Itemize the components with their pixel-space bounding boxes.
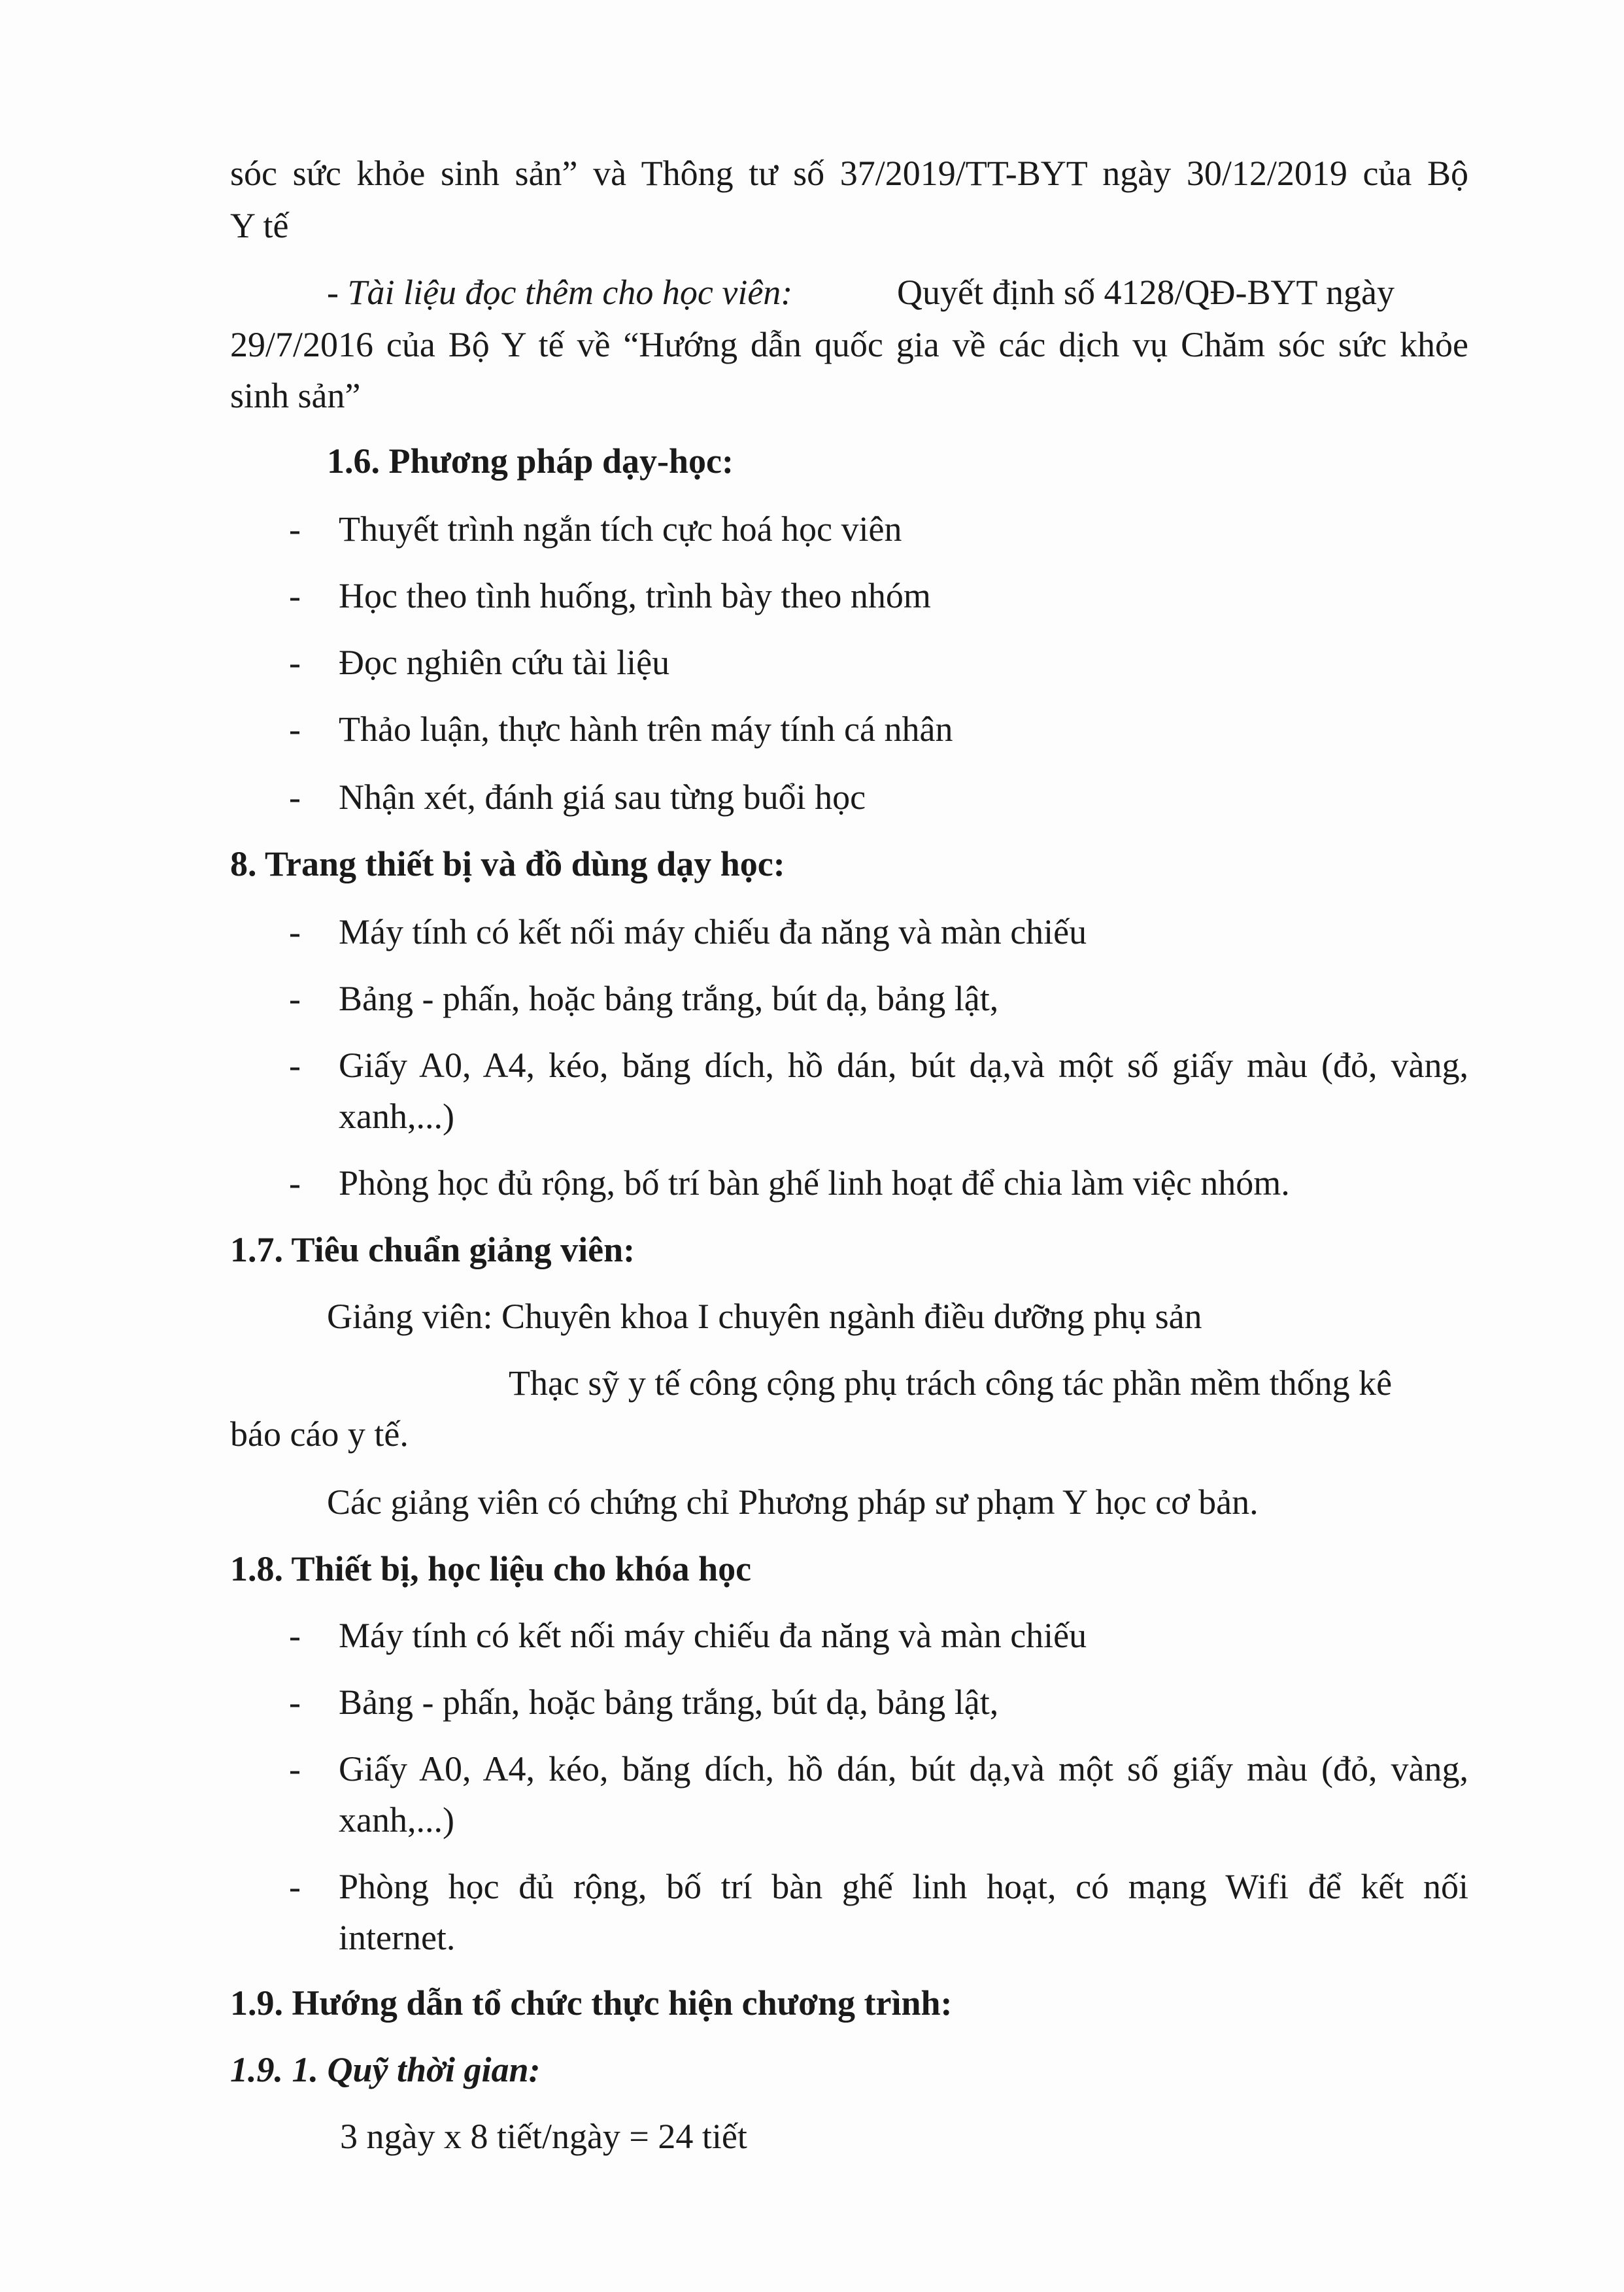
materials-item-continued: internet.: [339, 1918, 456, 1957]
lecturer-line-1: Giảng viên: Chuyên khoa I chuyên ngành điều dưỡng phụ sản: [327, 1297, 1202, 1336]
bullet-dash: -: [289, 979, 301, 1018]
bullet-dash: -: [289, 1867, 301, 1906]
methods-item: Nhận xét, đánh giá sau từng buổi học: [339, 778, 866, 817]
bullet-dash: -: [289, 710, 301, 749]
methods-item: Học theo tình huống, trình bày theo nhóm: [339, 576, 931, 615]
time-subheading: 1.9. 1. Quỹ thời gian:: [230, 2050, 541, 2089]
lecturer-line-4: Các giảng viên có chứng chỉ Phương pháp sư phạm Y học cơ bản.: [327, 1482, 1259, 1522]
materials-item: Giấy A0, A4, kéo, băng dích, hồ dán, bút dạ,và một số giấy màu (đỏ, vàng,: [339, 1749, 1468, 1788]
bullet-dash: -: [289, 576, 301, 615]
bullet-dash: -: [289, 509, 301, 549]
methods-heading: 1.6. Phương pháp dạy-học:: [327, 441, 734, 481]
materials-item-continued: xanh,...): [339, 1800, 454, 1839]
materials-item: Máy tính có kết nối máy chiếu đa năng và màn chiếu: [339, 1616, 1087, 1655]
bullet-dash: -: [289, 912, 301, 951]
reading-text-1: Quyết định số 4128/QĐ-BYT ngày: [897, 273, 1395, 312]
equipment-item: Máy tính có kết nối máy chiếu đa năng và màn chiếu: [339, 912, 1087, 951]
bullet-dash: -: [289, 1683, 301, 1722]
bullet-dash: -: [289, 1749, 301, 1788]
equipment-heading: 8. Trang thiết bị và đồ dùng dạy học:: [230, 844, 785, 883]
reading-label: - Tài liệu đọc thêm cho học viên:: [327, 273, 793, 312]
materials-item: Phòng học đủ rộng, bố trí bàn ghế linh hoạt, có mạng Wifi để kết nối: [339, 1867, 1468, 1906]
methods-item: Đọc nghiên cứu tài liệu: [339, 643, 670, 682]
lecturer-heading: 1.7. Tiêu chuẩn giảng viên:: [230, 1230, 635, 1269]
reading-line-3: sinh sản”: [230, 376, 361, 415]
materials-heading: 1.8. Thiết bị, học liệu cho khóa học: [230, 1549, 752, 1588]
reading-line-2: 29/7/2016 của Bộ Y tế về “Hướng dẫn quốc gia về các dịch vụ Chăm sóc sức khỏe: [230, 325, 1468, 364]
bullet-dash: -: [289, 1163, 301, 1203]
bullet-dash: -: [289, 778, 301, 817]
equipment-item: Phòng học đủ rộng, bố trí bàn ghế linh hoạt để chia làm việc nhóm.: [339, 1163, 1290, 1203]
bullet-dash: -: [289, 643, 301, 682]
equipment-item-continued: xanh,...): [339, 1097, 454, 1136]
methods-item: Thuyết trình ngắn tích cực hoá học viên: [339, 509, 902, 549]
organization-heading: 1.9. Hướng dẫn tổ chức thực hiện chương trình:: [230, 1983, 953, 2023]
intro-line-1: sóc sức khỏe sinh sản” và Thông tư số 37/2019/TT-BYT ngày 30/12/2019 của Bộ: [230, 154, 1468, 193]
methods-item: Thảo luận, thực hành trên máy tính cá nhân: [339, 710, 953, 749]
bullet-dash: -: [289, 1616, 301, 1655]
lecturer-line-2: Thạc sỹ y tế công cộng phụ trách công tác phần mềm thống kê: [509, 1363, 1393, 1403]
equipment-item: Bảng - phấn, hoặc bảng trắng, bút dạ, bảng lật,: [339, 979, 999, 1018]
equipment-item: Giấy A0, A4, kéo, băng dích, hồ dán, bút dạ,và một số giấy màu (đỏ, vàng,: [339, 1046, 1468, 1085]
bullet-dash: -: [289, 1046, 301, 1085]
materials-item: Bảng - phấn, hoặc bảng trắng, bút dạ, bảng lật,: [339, 1683, 999, 1722]
intro-line-2: Y tế: [230, 206, 289, 245]
lecturer-line-3: báo cáo y tế.: [230, 1414, 409, 1454]
time-allocation: 3 ngày x 8 tiết/ngày = 24 tiết: [340, 2117, 747, 2156]
